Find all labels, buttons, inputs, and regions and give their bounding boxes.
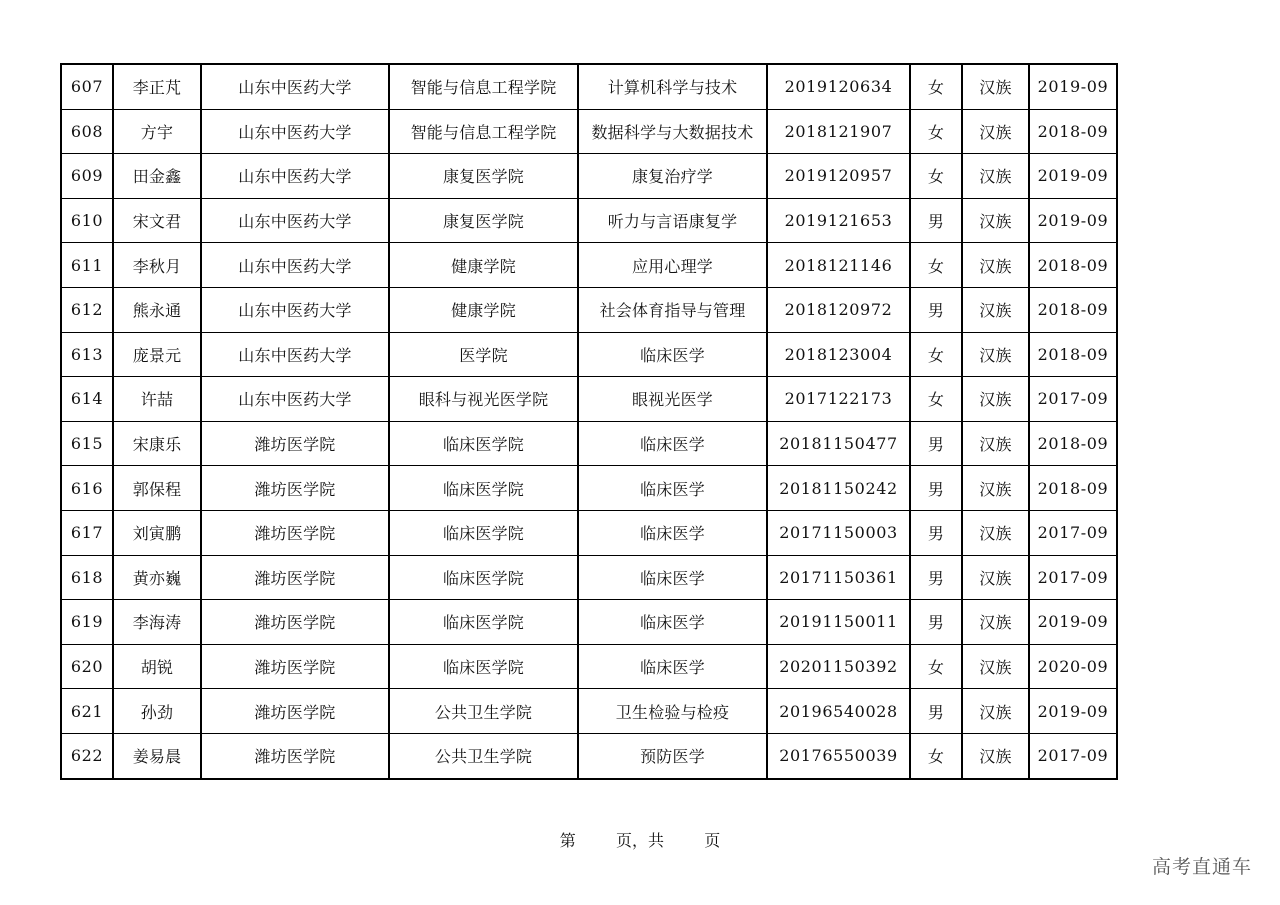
cell-major: 卫生检验与检疫	[578, 689, 767, 734]
cell-student-id: 20196540028	[767, 689, 910, 734]
cell-seq: 617	[61, 510, 113, 555]
cell-student-id: 2018120972	[767, 287, 910, 332]
table-row	[61, 510, 1117, 555]
cell-university: 山东中医药大学	[201, 109, 389, 154]
cell-ethnicity: 汉族	[962, 154, 1029, 199]
cell-major: 社会体育指导与管理	[578, 287, 767, 332]
cell-enrollment: 2019-09	[1029, 154, 1117, 199]
cell-university: 潍坊医学院	[201, 644, 389, 689]
cell-gender: 男	[910, 466, 962, 511]
cell-seq: 607	[61, 64, 113, 109]
watermark-text: 高考直通车	[1151, 856, 1252, 878]
cell-university: 潍坊医学院	[201, 466, 389, 511]
cell-major: 应用心理学	[578, 243, 767, 288]
student-roster-table	[60, 63, 1118, 780]
cell-college: 临床医学院	[389, 600, 578, 645]
cell-name: 姜易晨	[113, 733, 201, 778]
cell-ethnicity: 汉族	[962, 421, 1029, 466]
cell-college: 康复医学院	[389, 198, 578, 243]
cell-gender: 男	[910, 555, 962, 600]
cell-name: 李正芃	[113, 64, 201, 109]
cell-student-id: 2017122173	[767, 377, 910, 422]
cell-enrollment: 2019-09	[1029, 689, 1117, 734]
cell-enrollment: 2017-09	[1029, 555, 1117, 600]
cell-university: 山东中医药大学	[201, 332, 389, 377]
cell-college: 临床医学院	[389, 555, 578, 600]
cell-name: 宋文君	[113, 198, 201, 243]
cell-ethnicity: 汉族	[962, 377, 1029, 422]
cell-student-id: 2019121653	[767, 198, 910, 243]
cell-name: 李海涛	[113, 600, 201, 645]
cell-university: 山东中医药大学	[201, 243, 389, 288]
cell-gender: 男	[910, 510, 962, 555]
cell-ethnicity: 汉族	[962, 64, 1029, 109]
cell-gender: 女	[910, 154, 962, 199]
cell-student-id: 20181150242	[767, 466, 910, 511]
cell-university: 潍坊医学院	[201, 555, 389, 600]
cell-enrollment: 2018-09	[1029, 109, 1117, 154]
cell-enrollment: 2018-09	[1029, 421, 1117, 466]
cell-university: 潍坊医学院	[201, 689, 389, 734]
cell-college: 临床医学院	[389, 421, 578, 466]
cell-seq: 622	[61, 733, 113, 778]
cell-university: 山东中医药大学	[201, 64, 389, 109]
cell-ethnicity: 汉族	[962, 466, 1029, 511]
cell-student-id: 20171150003	[767, 510, 910, 555]
footer-page-suffix: 页	[704, 831, 721, 850]
table-row	[61, 243, 1117, 288]
table-row	[61, 109, 1117, 154]
cell-major: 数据科学与大数据技术	[578, 109, 767, 154]
cell-enrollment: 2019-09	[1029, 198, 1117, 243]
footer-page-prefix: 第	[559, 831, 576, 850]
cell-major: 临床医学	[578, 421, 767, 466]
cell-university: 潍坊医学院	[201, 510, 389, 555]
cell-student-id: 2018123004	[767, 332, 910, 377]
cell-major: 临床医学	[578, 510, 767, 555]
cell-seq: 609	[61, 154, 113, 199]
table-row	[61, 644, 1117, 689]
table-row	[61, 64, 1117, 109]
cell-ethnicity: 汉族	[962, 644, 1029, 689]
cell-college: 健康学院	[389, 287, 578, 332]
cell-seq: 616	[61, 466, 113, 511]
cell-gender: 女	[910, 332, 962, 377]
cell-college: 医学院	[389, 332, 578, 377]
cell-name: 田金鑫	[113, 154, 201, 199]
cell-ethnicity: 汉族	[962, 555, 1029, 600]
cell-seq: 619	[61, 600, 113, 645]
cell-major: 预防医学	[578, 733, 767, 778]
cell-college: 康复医学院	[389, 154, 578, 199]
cell-university: 山东中医药大学	[201, 198, 389, 243]
cell-name: 宋康乐	[113, 421, 201, 466]
table-row	[61, 689, 1117, 734]
cell-seq: 608	[61, 109, 113, 154]
table-row	[61, 377, 1117, 422]
table-row	[61, 466, 1117, 511]
page-footer	[0, 828, 1280, 851]
cell-name: 方宇	[113, 109, 201, 154]
table-row	[61, 332, 1117, 377]
cell-gender: 男	[910, 421, 962, 466]
cell-name: 许喆	[113, 377, 201, 422]
cell-name: 熊永通	[113, 287, 201, 332]
cell-major: 临床医学	[578, 332, 767, 377]
cell-university: 潍坊医学院	[201, 421, 389, 466]
cell-college: 眼科与视光医学院	[389, 377, 578, 422]
cell-enrollment: 2018-09	[1029, 287, 1117, 332]
cell-ethnicity: 汉族	[962, 109, 1029, 154]
cell-enrollment: 2019-09	[1029, 600, 1117, 645]
cell-enrollment: 2018-09	[1029, 466, 1117, 511]
cell-enrollment: 2019-09	[1029, 64, 1117, 109]
cell-major: 眼视光医学	[578, 377, 767, 422]
cell-gender: 男	[910, 287, 962, 332]
cell-seq: 618	[61, 555, 113, 600]
cell-seq: 612	[61, 287, 113, 332]
cell-name: 刘寅鹏	[113, 510, 201, 555]
cell-college: 临床医学院	[389, 644, 578, 689]
cell-seq: 615	[61, 421, 113, 466]
cell-enrollment: 2017-09	[1029, 377, 1117, 422]
table-row	[61, 154, 1117, 199]
cell-ethnicity: 汉族	[962, 198, 1029, 243]
cell-seq: 614	[61, 377, 113, 422]
cell-college: 智能与信息工程学院	[389, 64, 578, 109]
cell-name: 胡锐	[113, 644, 201, 689]
cell-seq: 610	[61, 198, 113, 243]
cell-major: 临床医学	[578, 466, 767, 511]
cell-major: 听力与言语康复学	[578, 198, 767, 243]
cell-seq: 611	[61, 243, 113, 288]
cell-student-id: 2019120634	[767, 64, 910, 109]
cell-gender: 男	[910, 600, 962, 645]
cell-ethnicity: 汉族	[962, 510, 1029, 555]
cell-enrollment: 2020-09	[1029, 644, 1117, 689]
cell-major: 计算机科学与技术	[578, 64, 767, 109]
cell-student-id: 20171150361	[767, 555, 910, 600]
cell-ethnicity: 汉族	[962, 733, 1029, 778]
cell-ethnicity: 汉族	[962, 689, 1029, 734]
cell-college: 公共卫生学院	[389, 689, 578, 734]
cell-gender: 女	[910, 733, 962, 778]
cell-university: 潍坊医学院	[201, 600, 389, 645]
cell-name: 孙劲	[113, 689, 201, 734]
cell-gender: 男	[910, 689, 962, 734]
cell-student-id: 2018121907	[767, 109, 910, 154]
cell-name: 黄亦巍	[113, 555, 201, 600]
cell-gender: 女	[910, 109, 962, 154]
cell-major: 临床医学	[578, 644, 767, 689]
cell-university: 山东中医药大学	[201, 377, 389, 422]
table-row	[61, 600, 1117, 645]
cell-name: 郭保程	[113, 466, 201, 511]
table-row	[61, 421, 1117, 466]
cell-gender: 男	[910, 198, 962, 243]
cell-major: 康复治疗学	[578, 154, 767, 199]
cell-seq: 613	[61, 332, 113, 377]
cell-college: 临床医学院	[389, 466, 578, 511]
table-row	[61, 555, 1117, 600]
cell-student-id: 20201150392	[767, 644, 910, 689]
cell-student-id: 2018121146	[767, 243, 910, 288]
cell-ethnicity: 汉族	[962, 243, 1029, 288]
cell-student-id: 20176550039	[767, 733, 910, 778]
cell-university: 潍坊医学院	[201, 733, 389, 778]
cell-ethnicity: 汉族	[962, 287, 1029, 332]
cell-college: 健康学院	[389, 243, 578, 288]
cell-gender: 女	[910, 243, 962, 288]
table-row	[61, 733, 1117, 778]
cell-enrollment: 2018-09	[1029, 332, 1117, 377]
cell-university: 山东中医药大学	[201, 287, 389, 332]
cell-college: 智能与信息工程学院	[389, 109, 578, 154]
cell-student-id: 20191150011	[767, 600, 910, 645]
cell-student-id: 2019120957	[767, 154, 910, 199]
cell-seq: 620	[61, 644, 113, 689]
cell-ethnicity: 汉族	[962, 332, 1029, 377]
cell-major: 临床医学	[578, 555, 767, 600]
cell-ethnicity: 汉族	[962, 600, 1029, 645]
cell-enrollment: 2018-09	[1029, 243, 1117, 288]
cell-gender: 女	[910, 64, 962, 109]
cell-university: 山东中医药大学	[201, 154, 389, 199]
cell-college: 公共卫生学院	[389, 733, 578, 778]
cell-gender: 女	[910, 377, 962, 422]
cell-college: 临床医学院	[389, 510, 578, 555]
cell-gender: 女	[910, 644, 962, 689]
roster-body	[61, 64, 1117, 779]
cell-seq: 621	[61, 689, 113, 734]
cell-enrollment: 2017-09	[1029, 510, 1117, 555]
table-row	[61, 287, 1117, 332]
cell-major: 临床医学	[578, 600, 767, 645]
cell-name: 庞景元	[113, 332, 201, 377]
cell-student-id: 20181150477	[767, 421, 910, 466]
footer-page-middle: 页，共	[615, 831, 664, 850]
cell-name: 李秋月	[113, 243, 201, 288]
table-row	[61, 198, 1117, 243]
cell-enrollment: 2017-09	[1029, 733, 1117, 778]
